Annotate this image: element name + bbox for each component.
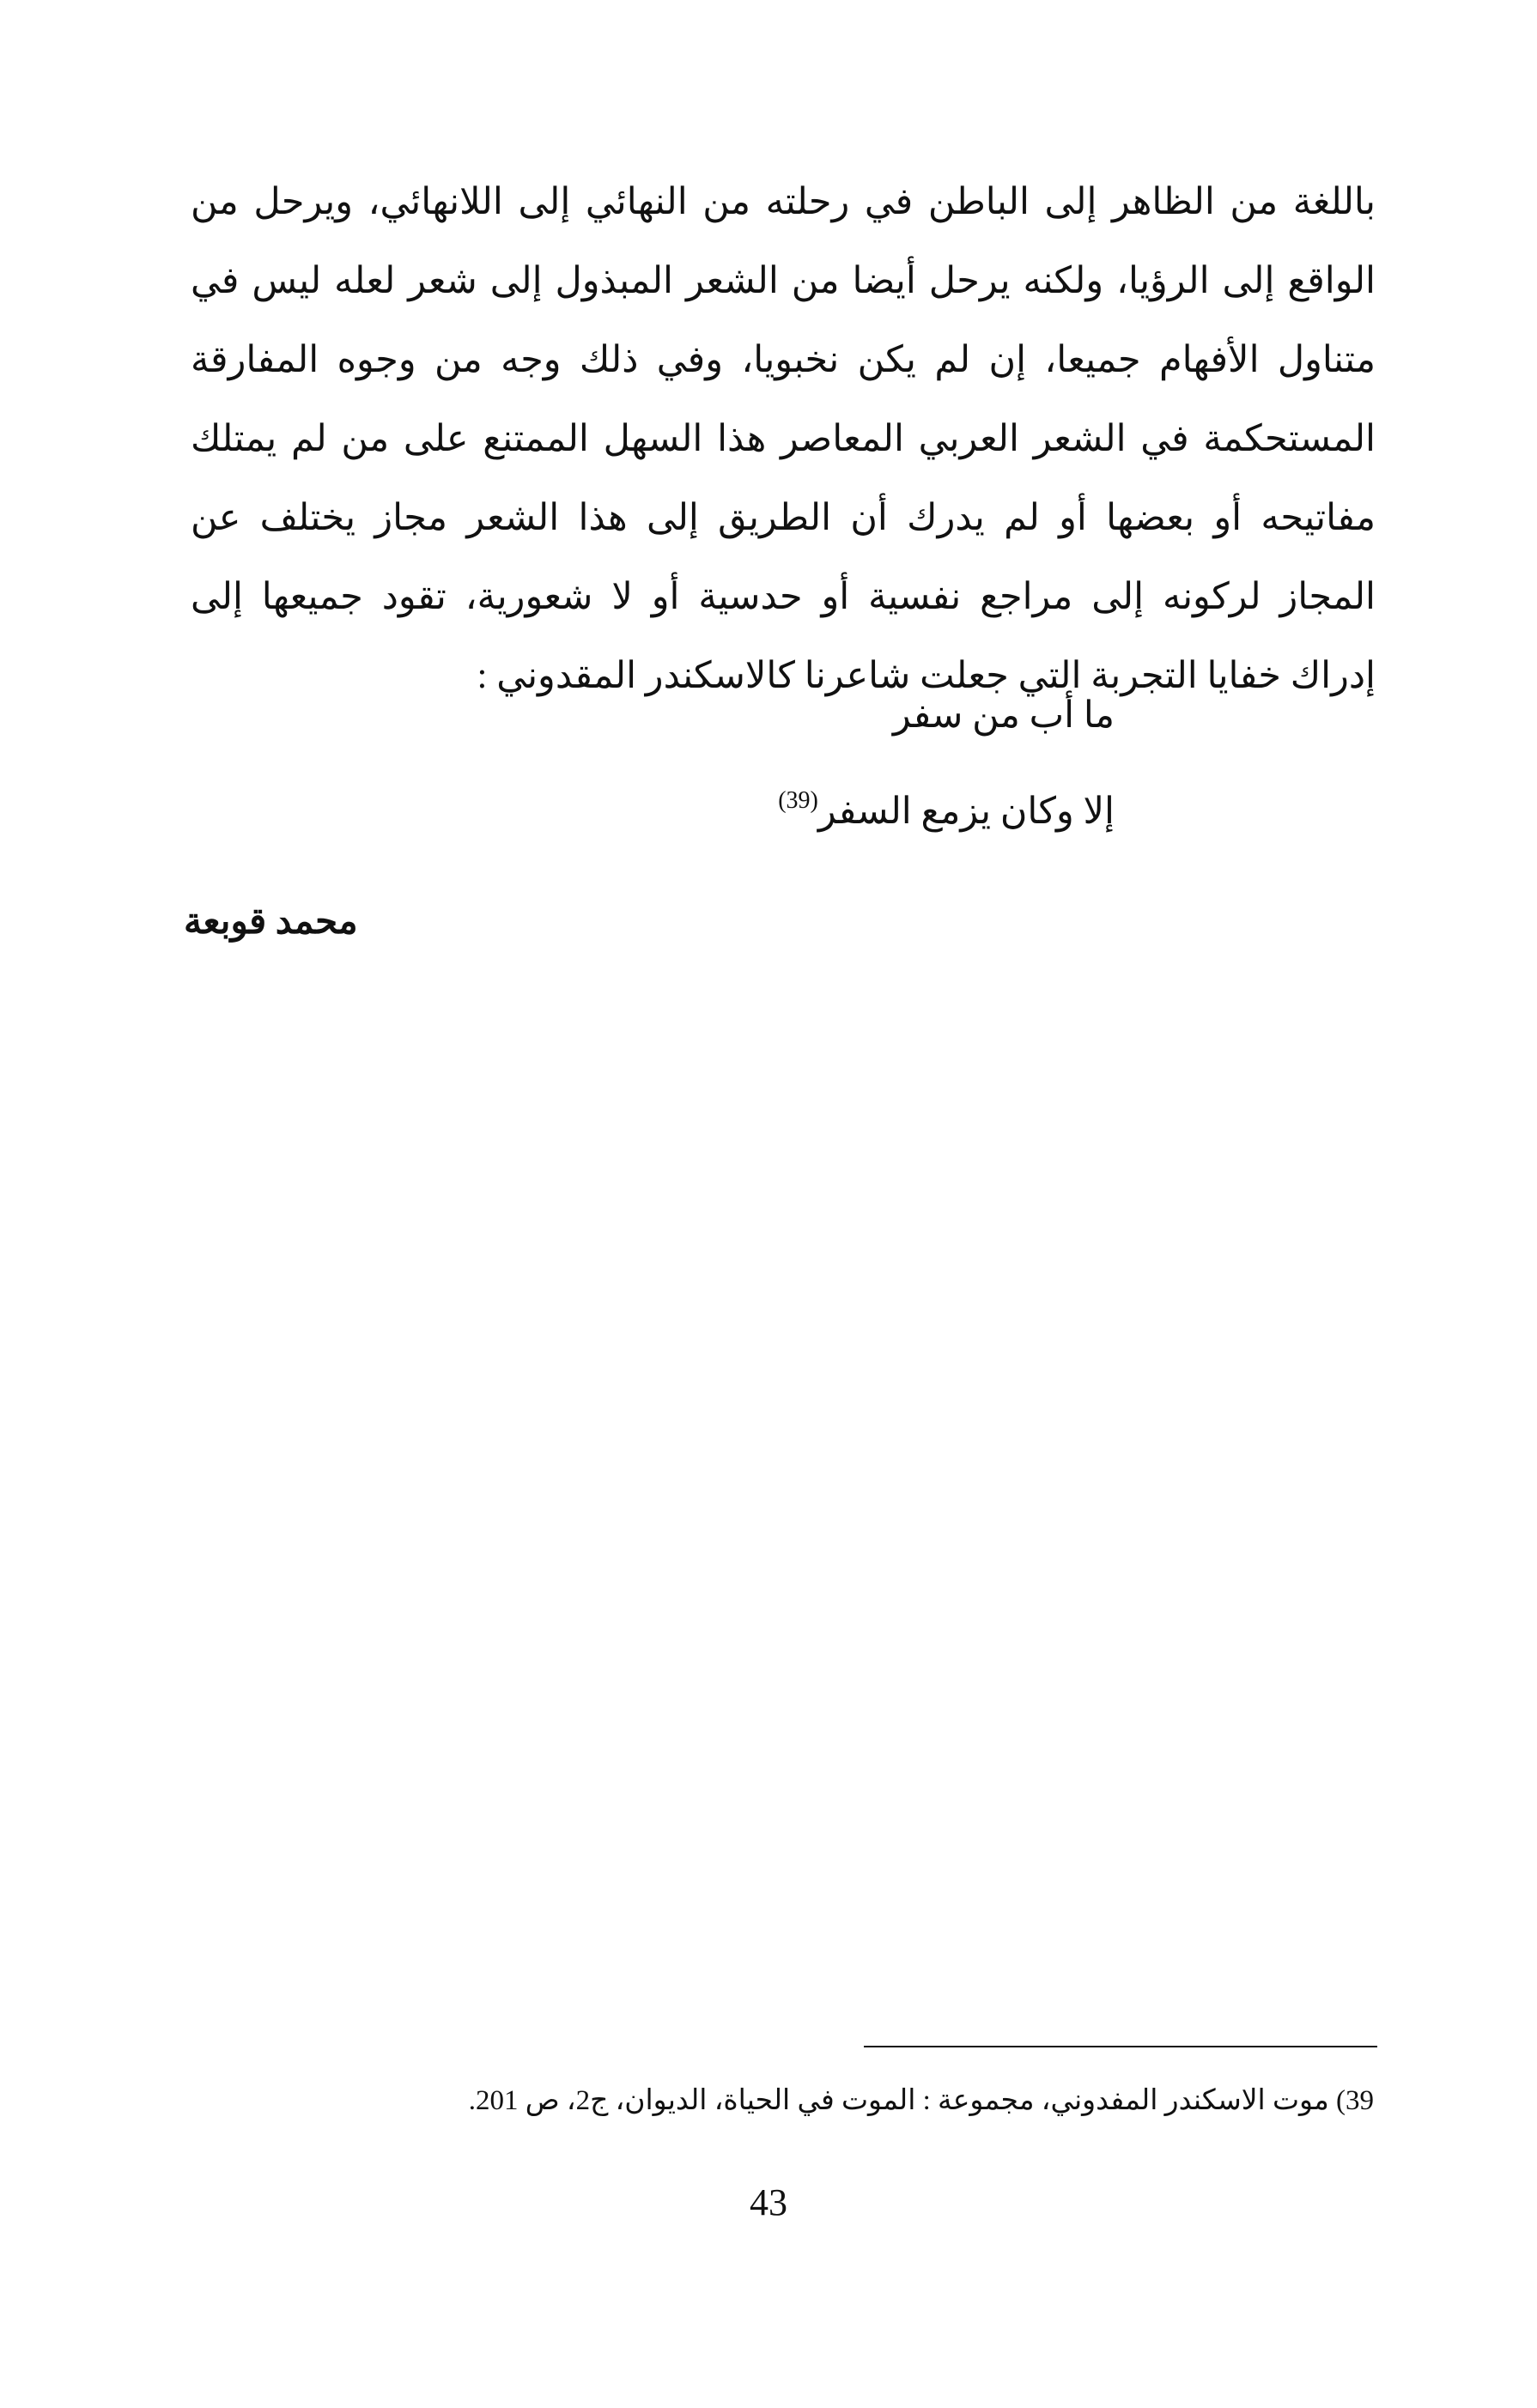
page-number: 43 xyxy=(750,2181,787,2223)
author-signature: محمد قوبعة xyxy=(184,902,358,942)
paragraph-line-7: إدراك خفايا التجربة التي جعلت شاعرنا كالاسكندر المقدوني : xyxy=(477,656,1376,696)
verse-line-2-text: إلا وكان يزمع السفر xyxy=(817,792,1115,832)
paragraph-line-3: متناول الأفهام جميعا، إن لم يكن نخبويا، وفي ذلك وجه من وجوه المفارقة xyxy=(191,340,1376,380)
verse-line-1 xyxy=(893,694,1115,737)
paragraph-line-5: مفاتيحه أو بعضها أو لم يدرك أن الطريق إلى هذا الشعر مجاز يختلف عن xyxy=(191,498,1376,538)
body-paragraph xyxy=(191,163,1376,716)
footnote-reference[interactable]: (39) xyxy=(778,787,818,814)
paragraph-line-6: المجاز لركونه إلى مراجع نفسية أو حدسية أو لا شعورية، تقود جميعها إلى xyxy=(191,577,1376,617)
verse-line-1-text: ما أب من سفر xyxy=(892,695,1115,736)
verse-line-2 xyxy=(778,787,1115,833)
footnote: 39) موت الاسكندر المفدوني، مجموعة : الموت في الحياة، الديوان، ج2، ص 201. xyxy=(468,2085,1374,2116)
paragraph-line-4: المستحكمة في الشعر العربي المعاصر هذا السهل الممتنع على من لم يمتلك xyxy=(191,419,1376,459)
footnote-divider xyxy=(864,2046,1377,2047)
paragraph-line-1: باللغة من الظاهر إلى الباطن في رحلته من النهائي إلى اللانهائي، ويرحل من xyxy=(191,182,1376,222)
paragraph-line-2: الواقع إلى الرؤيا، ولكنه يرحل أيضا من الشعر المبذول إلى شعر لعله ليس في xyxy=(191,261,1376,301)
